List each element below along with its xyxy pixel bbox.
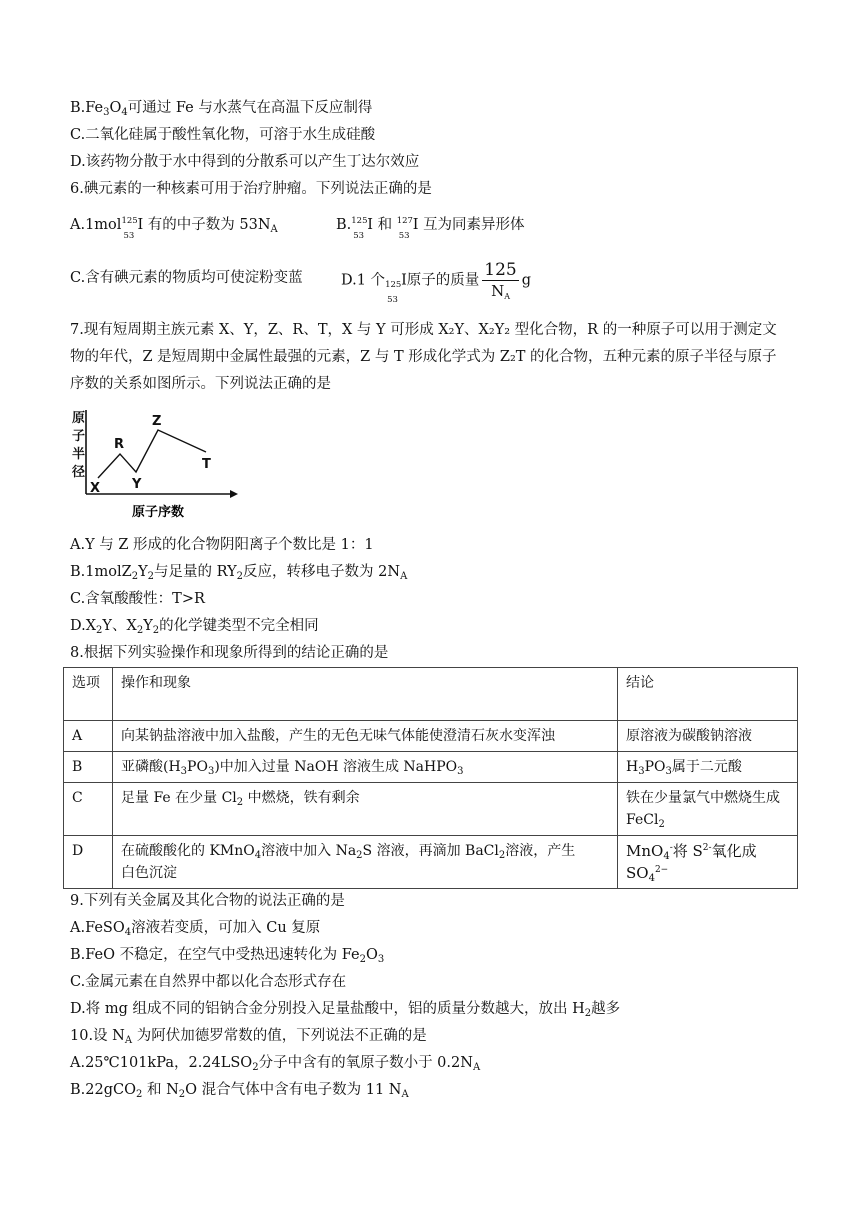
q8-stem: 8.根据下列实验操作和现象所得到的结论正确的是 [70, 645, 389, 661]
q9-stem: 9.下列有关金属及其化合物的说法正确的是 [70, 893, 345, 909]
q9-option-a: A.FeSO$_4$溶液若变质，可加入 Cu 复原 [70, 920, 321, 938]
header-conclusion: 结论 [626, 675, 654, 691]
experiment-table [63, 667, 798, 889]
row-conclusion: MnO$_4$-将 $S^{2-}$氧化成 $SO_4^{2-}$ [618, 836, 798, 889]
q6-option-b: B. 125 53 I 和 127 53 I 互为同素异形体 [336, 216, 525, 241]
y-axis-label-char: 半 [72, 447, 86, 462]
row-operation: 亚磷酸$(H_3PO_3)$中加入过量 NaOH 溶液生成 NaHPO$_3$ [113, 752, 618, 783]
q7-option-d: $D.X_2Y$、$X_2Y_2$的化学键类型不完全相同 [70, 618, 319, 636]
table-row [64, 836, 798, 889]
y-axis-label [71, 410, 85, 480]
header-option: 选项 [72, 675, 100, 691]
row-operation: 向某钠盐溶液中加入盐酸，产生的无色无味气体能使澄清石灰水变浑浊 [113, 721, 618, 752]
q7-stem-line-1: 7.现有短周期主族元素 X、Y，Z、R、T，X 与 Y 可形成 X₂Y、X₂Y₂ 型化合物，R 的一种原子可以用于测定文 [70, 322, 777, 338]
row-conclusion: $H_3PO_3$属于二元酸 [618, 752, 798, 783]
point-label-x: X [90, 481, 101, 496]
row-conclusion: 铁在少量氯气中燃烧生成 FeCl$_2$ [618, 783, 798, 836]
table-row [64, 783, 798, 836]
row-option: D [64, 836, 113, 889]
row-operation: 足量 Fe 在少量 $Cl_2$ 中燃烧，铁有剩余 [113, 783, 618, 836]
q10-option-a: A.25℃101kPa，$2.24LSO_2$分子中含有的氧原子数小于 $0.2N_A$ [70, 1055, 481, 1073]
row-operation: 在硫酸酸化的 KMnO$_4$溶液中加入 $Na_2S$ 溶液，再滴加 BaCl$_2$溶液，产生 白色沉淀 [113, 836, 618, 889]
y-axis-label-char: 径 [72, 465, 86, 480]
row-conclusion: 原溶液为碳酸钠溶液 [618, 721, 798, 752]
point-label-z: Z [152, 414, 162, 429]
point-label-t: T [202, 457, 211, 472]
x-axis-arrow [230, 490, 238, 498]
radius-vs-atomic-number-chart [70, 408, 240, 523]
q7-option-c: C.含氧酸酸性：T>R [70, 591, 205, 607]
mass-fraction: $\frac{125}{N_A}$ [484, 260, 517, 301]
x-axis-label: 原子序数 [131, 505, 185, 520]
q6-option-a: A.1mol 125 53 I 有的中子数为 $53N_A$ [70, 216, 278, 241]
q7-option-b: $B.1molZ_2Y_2$与足量的 $RY_2$反应，转移电子数为 $2N_A$ [70, 564, 408, 582]
y-axis-label-char: 子 [72, 429, 86, 444]
q6-stem: 6.碘元素的一种核素可用于治疗肿瘤。下列说法正确的是 [70, 181, 432, 197]
table-header-row [64, 668, 798, 721]
q7-stem-line-3: 序数的关系如图所示。下列说法正确的是 [70, 376, 331, 392]
q6-option-d: D.1 个 125 53 I原子的质量 $\frac{125}{N_A}$ g [341, 260, 532, 305]
q7-stem-line-2: 物的年代，Z 是短周期中金属性最强的元素，Z 与 T 形成化学式为 Z₂T 的化合物，五种元素的原子半径与原子 [70, 349, 777, 365]
row-option: A [64, 721, 113, 752]
q5-option-c: C.二氧化硅属于酸性氧化物，可溶于水生成硅酸 [70, 127, 376, 143]
q10-stem: 10.设 $N_A$ 为阿伏加德罗常数的值，下列说法不正确的是 [70, 1028, 427, 1046]
table-row [64, 721, 798, 752]
iodine-125-nuclide: 125 53 [121, 216, 138, 241]
q7-option-a: A.Y 与 Z 形成的化合物阴阳离子个数比是 1：1 [70, 537, 374, 553]
row-option: C [64, 783, 113, 836]
q9-option-d: D.将 mg 组成不同的铝钠合金分别投入足量盐酸中，铝的质量分数越大，放出 $H_2$越多 [70, 1001, 621, 1019]
q9-option-b: B.FeO 不稳定，在空气中受热迅速转化为 $Fe_2O_3$ [70, 947, 385, 965]
point-label-r: R [114, 437, 125, 452]
q5-option-d: D.该药物分散于水中得到的分散系可以产生丁达尔效应 [70, 154, 420, 170]
q10-option-b: B.22gCO$_2$ 和 $N_2O$ 混合气体中含有电子数为 11 $N_A$ [70, 1082, 409, 1100]
header-operation: 操作和现象 [121, 675, 191, 691]
q5-option-b: $B.Fe_3O_4$可通过 Fe 与水蒸气在高温下反应制得 [70, 100, 373, 118]
q6-option-c: C.含有碘元素的物质均可使淀粉变蓝 [70, 270, 303, 286]
point-label-y: Y [132, 477, 142, 492]
row-option: B [64, 752, 113, 783]
table-row [64, 752, 798, 783]
y-axis-label-char: 原 [72, 411, 86, 426]
q9-option-c: C.金属元素在自然界中都以化合态形式存在 [70, 974, 347, 990]
